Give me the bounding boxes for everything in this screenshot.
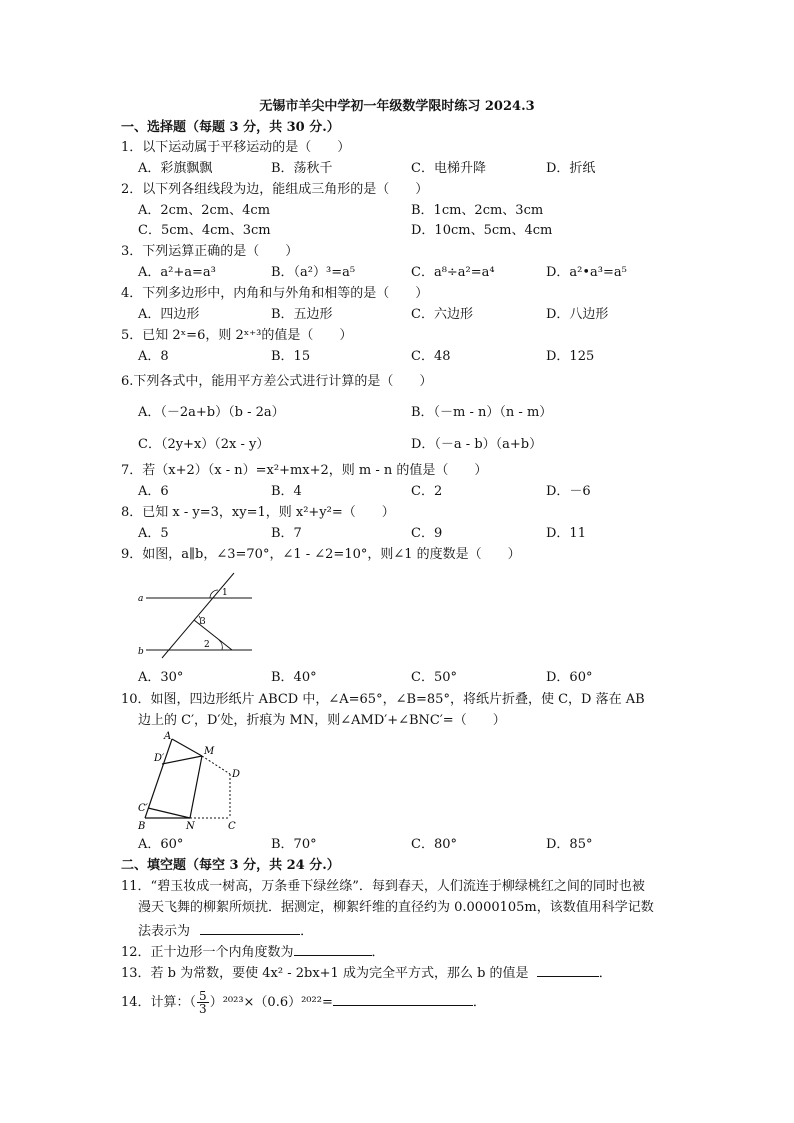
fig10-label-m: M xyxy=(204,746,215,757)
question-12-end-mark: ． xyxy=(371,945,385,960)
question-14-fraction xyxy=(197,990,209,1015)
question-4-option-b: B．五边形 xyxy=(271,307,333,322)
question-2-option-d: D．10cm、5cm、4cm xyxy=(411,223,553,238)
question-14-end-mark: ． xyxy=(472,995,486,1010)
question-12-answer-blank xyxy=(294,942,372,956)
fig10-label-c: C xyxy=(228,821,236,832)
question-3-stem: 3．下列运算正确的是（ ） xyxy=(121,244,299,259)
question-7-option-b: B．4 xyxy=(271,484,302,499)
question-14-middle: ）²⁰²³×（0.6）²⁰²²= xyxy=(209,995,333,1010)
question-10-option-a: A．60° xyxy=(138,837,184,852)
question-10-option-d: D．85° xyxy=(546,837,593,852)
question-3-option-c: C．a⁸÷a²=a⁴ xyxy=(411,265,495,280)
question-3-option-a: A．a²+a=a³ xyxy=(138,265,216,280)
question-3-option-b: B．（a²）³=a⁵ xyxy=(271,265,356,280)
question-1-option-a: A．彩旗飘飘 xyxy=(138,161,213,176)
page-title: 无锡市羊尖中学初一年级数学限时练习 2024.3 xyxy=(259,99,535,114)
question-10-option-b: B．70° xyxy=(271,837,317,852)
fig10-label-n: N xyxy=(186,821,195,832)
question-8-option-d: D．11 xyxy=(546,526,586,541)
question-2-stem: 2．以下列各组线段为边，能组成三角形的是（ ） xyxy=(121,182,429,197)
figure-9-parallel-lines xyxy=(134,568,264,663)
question-7-option-a: A．6 xyxy=(138,484,169,499)
question-8-option-a: A．5 xyxy=(138,526,169,541)
question-5-option-b: B．15 xyxy=(271,349,311,364)
fig10-label-b: B xyxy=(138,821,146,832)
question-6-option-a: A．（－2a+b）（b - 2a） xyxy=(138,405,285,420)
figure-10-folded-quadrilateral xyxy=(134,730,244,834)
question-11-line3-text: 法表示为 xyxy=(138,924,191,939)
question-5-option-d: D．125 xyxy=(546,349,595,364)
question-7-stem: 7．若（x+2）（x - n）=x²+mx+2，则 m - n 的值是（ ） xyxy=(121,463,488,478)
question-9-stem: 9．如图，a∥b，∠3=70°，∠1 - ∠2=10°，则∠1 的度数是（ ） xyxy=(121,547,521,562)
fig10-label-d: D xyxy=(232,769,241,780)
question-9-option-d: D．60° xyxy=(546,670,593,685)
fig10-label-c-prime: C′ xyxy=(138,803,148,814)
question-13-text: 13．若 b 为常数，要使 4x² - 2bx+1 成为完全平方式，那么 b 的值是 xyxy=(121,966,529,981)
fig10-label-a: A xyxy=(164,731,172,742)
question-14 xyxy=(121,990,486,1016)
question-8-option-b: B．7 xyxy=(271,526,302,541)
question-8-option-c: C．9 xyxy=(411,526,443,541)
question-5-option-a: A．8 xyxy=(138,349,169,364)
fig9-label-a: a xyxy=(138,594,144,604)
question-14-fraction-denominator: 3 xyxy=(199,1002,207,1016)
question-2-option-a: A．2cm、2cm、4cm xyxy=(138,203,271,218)
question-9-option-c: C．50° xyxy=(411,670,457,685)
question-12 xyxy=(121,942,385,961)
question-6-stem: 6.下列各式中，能用平方差公式进行计算的是（ ） xyxy=(121,374,433,389)
question-5-stem: 5．已知 2ˣ=6，则 2ˣ⁺³的值是（ ） xyxy=(121,328,353,343)
question-14-answer-blank xyxy=(333,992,473,1006)
question-4-stem: 4．下列多边形中，内角和与外角和相等的是（ ） xyxy=(121,286,429,301)
fig9-label-2: 2 xyxy=(204,640,210,650)
question-5-option-c: C．48 xyxy=(411,349,451,364)
question-9-option-b: B．40° xyxy=(271,670,317,685)
question-8-stem: 8．已知 x - y=3，xy=1，则 x²+y²=（ ） xyxy=(121,505,395,520)
question-13 xyxy=(121,963,612,982)
question-7-option-c: C．2 xyxy=(411,484,443,499)
question-11-line3 xyxy=(138,921,313,940)
question-1-stem: 1．以下运动属于平移运动的是（ ） xyxy=(121,140,351,155)
question-11-answer-blank xyxy=(200,921,300,935)
section-fill-heading: 二、填空题（每空 3 分，共 24 分.） xyxy=(121,858,340,873)
question-7-option-d: D．－6 xyxy=(546,484,591,499)
question-6-option-b: B．（－m - n）（n - m） xyxy=(411,405,553,420)
question-13-answer-blank xyxy=(537,963,599,977)
question-1-option-c: C．电梯升降 xyxy=(411,161,486,176)
question-9-option-a: A．30° xyxy=(138,670,184,685)
question-11-line2: 漫天飞舞的柳絮所烦扰．据测定，柳絮纤维的直径约为 0.0000105m，该数值用科学记数 xyxy=(138,900,654,915)
fig9-label-1: 1 xyxy=(222,588,228,598)
section-choice-heading: 一、选择题（每题 3 分，共 30 分.） xyxy=(121,120,340,135)
fig10-label-d-prime: D′ xyxy=(154,753,165,764)
question-6-option-d: D．（－a - b）（a+b） xyxy=(411,437,543,452)
question-4-option-d: D．八边形 xyxy=(546,307,609,322)
question-2-option-b: B．1cm、2cm、3cm xyxy=(411,203,544,218)
question-14-fraction-numerator: 5 xyxy=(199,989,207,1003)
question-2-option-c: C．5cm、4cm、3cm xyxy=(138,223,271,238)
fig9-label-b: b xyxy=(138,647,144,657)
question-13-end-mark: ． xyxy=(598,966,612,981)
question-14-prefix: 14．计算：（ xyxy=(121,995,197,1010)
question-4-option-c: C．六边形 xyxy=(411,307,473,322)
question-1-option-d: D．折纸 xyxy=(546,161,596,176)
question-11-end-mark: ． xyxy=(300,924,314,939)
question-1-option-b: B．荡秋千 xyxy=(271,161,333,176)
question-3-option-d: D．a²•a³=a⁵ xyxy=(546,265,627,280)
question-12-text: 12．正十边形一个内角度数为 xyxy=(121,945,294,960)
question-10-stem: 10．如图，四边形纸片 ABCD 中，∠A=65°，∠B=85°，将纸片折叠，使 C，D 落在 AB xyxy=(121,692,645,707)
fig9-label-3: 3 xyxy=(200,617,206,627)
question-11-line1: 11．“碧玉妆成一树高，万条垂下绿丝绦”．每到春天，人们流连于柳绿桃红之间的同时也被 xyxy=(121,879,645,894)
question-10-stem-line2: 边上的 C′，D′处，折痕为 MN，则∠AMD′+∠BNC′=（ ） xyxy=(138,713,506,728)
question-10-option-c: C．80° xyxy=(411,837,457,852)
question-4-option-a: A．四边形 xyxy=(138,307,200,322)
question-6-option-c: C．（2y+x）（2x - y） xyxy=(138,437,270,452)
